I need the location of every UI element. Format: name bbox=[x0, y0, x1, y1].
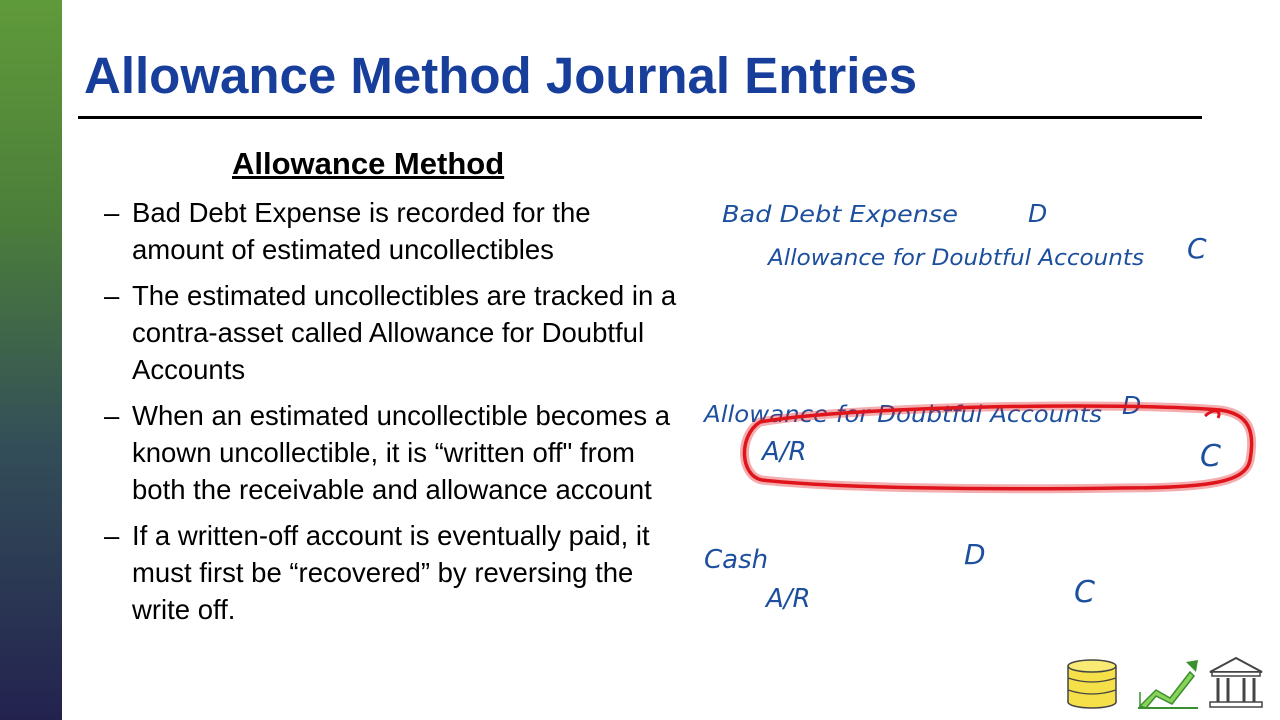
bullet-text: Bad Debt Expense is recorded for the amount of estimated uncollectibles bbox=[132, 197, 591, 265]
bullet-item: – When an estimated uncollectible becomes a known uncollectible, it is “written off" from both the receivable and allowance account bbox=[104, 400, 671, 505]
entry3-debit-account: Cash bbox=[704, 545, 769, 575]
entry3-debit-mark: D bbox=[964, 538, 986, 571]
entry3-credit-account: A/R bbox=[766, 584, 811, 614]
bullet-item: – If a written-off account is eventually paid, it must first be “recovered” by reversing the write off. bbox=[104, 520, 650, 625]
bullet-text: When an estimated uncollectible becomes a known uncollectible, it is “written off" from both the receivable and allowance account bbox=[132, 400, 671, 505]
section-heading: Allowance Method bbox=[232, 146, 505, 181]
bullet-text: If a written-off account is eventually paid, it must first be “recovered” by reversing the write off. bbox=[132, 520, 650, 625]
bullet-text: The estimated uncollectibles are tracked in a contra-asset called Allowance for Doubtful Accounts bbox=[132, 280, 677, 385]
handwritten-notes bbox=[690, 170, 1280, 650]
bullet-list bbox=[104, 194, 684, 637]
entry2-credit-account: A/R bbox=[762, 437, 807, 467]
bullet-item: – The estimated uncollectibles are tracked in a contra-asset called Allowance for Doubtful Accounts bbox=[104, 280, 677, 385]
bank-building-icon bbox=[1210, 658, 1262, 707]
entry2-debit-mark: D bbox=[1122, 391, 1142, 420]
entry2-credit-mark: C bbox=[1200, 439, 1221, 474]
entry1-debit-mark: D bbox=[1028, 199, 1048, 228]
growth-chart-icon bbox=[1138, 660, 1198, 708]
entry1-credit-mark: C bbox=[1187, 232, 1207, 265]
bullet-item: – Bad Debt Expense is recorded for the amount of estimated uncollectibles bbox=[104, 197, 591, 265]
logo-icons bbox=[1060, 652, 1275, 714]
entry1-credit-account: Allowance for Doubtful Accounts bbox=[765, 246, 1144, 271]
slide-title: Allowance Method Journal Entries bbox=[84, 47, 918, 104]
title-divider bbox=[78, 116, 1202, 119]
decorative-side-bar bbox=[0, 0, 62, 720]
coins-stack-icon bbox=[1068, 660, 1116, 708]
entry2-debit-account: Allowance for Doubtful Accounts bbox=[701, 402, 1103, 428]
entry1-debit-account: Bad Debt Expense bbox=[722, 202, 958, 228]
entry3-credit-mark: C bbox=[1074, 575, 1095, 610]
